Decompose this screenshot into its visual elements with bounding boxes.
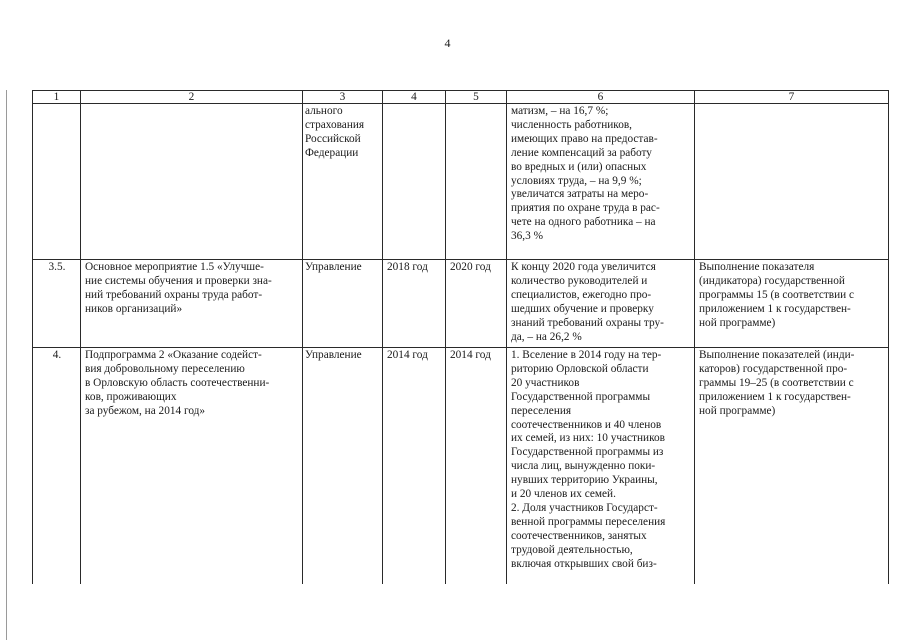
cell-line: ной программе) (699, 404, 776, 417)
cell-line: 36,3 % (511, 230, 544, 243)
cell-line: граммы 19–25 (в соответствии с (699, 376, 854, 389)
expected-result (507, 348, 695, 584)
cell-line: количество руководителей и (511, 274, 648, 287)
cell-line: Выполнение показателя (699, 261, 815, 273)
cell-line: Государственной программы из (511, 446, 664, 459)
row-number: 3.5. (33, 260, 81, 348)
cell-line: условиях труда, – на 9,9 %; (511, 174, 642, 187)
cell-line: Основное мероприятие 1.5 «Улучше- (85, 261, 264, 273)
cell-line: риторию Орловской области (511, 362, 649, 375)
row-number: 4. (33, 348, 81, 584)
cell-line: матизм, – на 16,7 %; (511, 105, 609, 117)
cell-line: да, – на 26,2 % (511, 330, 582, 343)
header-cell: 6 (507, 91, 695, 104)
header-cell: 7 (695, 91, 889, 104)
cell-line: 20 участников (511, 376, 580, 389)
event-name (81, 104, 303, 260)
indicator-link (695, 104, 889, 260)
indicator-link (695, 260, 889, 348)
cell-line: Российской (305, 132, 361, 145)
cell-line: соотечественников и 40 членов (511, 418, 662, 431)
cell-line: венной программы переселения (511, 515, 666, 528)
cell-line: Управление (305, 349, 362, 361)
cell-line: вия добровольному переселению (85, 362, 245, 375)
table-row (33, 348, 889, 584)
cell-line: включая открывших свой биз- (511, 557, 657, 570)
end-year: 2014 год (446, 348, 507, 584)
header-cell: 2 (81, 91, 303, 104)
cell-line: шедших обучение и проверку (511, 302, 654, 315)
cell-line: страхования (305, 118, 365, 131)
start-year: 2018 год (383, 260, 446, 348)
cell-line: каторов) государственной про- (699, 362, 848, 375)
cell-line: переселения (511, 404, 572, 417)
cell-line: ление компенсаций за работу (511, 146, 652, 159)
start-year: 2014 год (383, 348, 446, 584)
program-table (32, 90, 889, 584)
cell-line: ков, проживающих (85, 390, 177, 403)
header-cell: 4 (383, 91, 446, 104)
cell-line: Подпрограмма 2 «Оказание содейст- (85, 349, 262, 361)
cell-line: имеющих право на предостав- (511, 132, 658, 145)
table-row (33, 260, 889, 348)
header-cell: 1 (33, 91, 81, 104)
executor (303, 348, 383, 584)
cell-line: ной программе) (699, 316, 776, 329)
cell-line: приложением 1 к государствен- (699, 302, 851, 315)
cell-line: соотечественников, занятых (511, 529, 647, 542)
event-name (81, 348, 303, 584)
expected-result (507, 260, 695, 348)
cell-line: приложением 1 к государствен- (699, 390, 851, 403)
expected-result (507, 104, 695, 260)
executor (303, 104, 383, 260)
cell-line: ального (305, 105, 343, 117)
cell-line: в Орловскую область соотечественни- (85, 376, 270, 389)
cell-line: численность работников, (511, 118, 633, 131)
executor (303, 260, 383, 348)
event-name (81, 260, 303, 348)
end-year: 2020 год (446, 260, 507, 348)
cell-line: увеличатся затраты на меро- (511, 188, 649, 201)
header-cell: 3 (303, 91, 383, 104)
cell-line: трудовой деятельностью, (511, 543, 633, 556)
indicator-link (695, 348, 889, 584)
end-year (446, 104, 507, 260)
cell-line: ников организаций» (85, 302, 183, 315)
cell-line: специалистов, ежегодно про- (511, 288, 652, 301)
cell-line: К концу 2020 года увеличится (511, 261, 656, 273)
cell-line: Управление (305, 261, 362, 273)
cell-line: за рубежом, на 2014 год» (85, 404, 206, 417)
page-edge-line (6, 90, 7, 640)
cell-line: их семей, из них: 10 участников (511, 432, 665, 445)
table-row (33, 104, 889, 260)
cell-line: во вредных и (или) опасных (511, 160, 647, 173)
cell-line: чете на одного работника – на (511, 216, 656, 229)
header-cell: 5 (446, 91, 507, 104)
cell-line: программы 15 (в соответствии с (699, 288, 855, 301)
cell-line: (индикатора) государственной (699, 274, 845, 287)
cell-line: знаний требований охраны тру- (511, 316, 664, 329)
cell-line: приятия по охране труда в рас- (511, 202, 660, 215)
row-number (33, 104, 81, 260)
page-number: 4 (444, 36, 451, 50)
cell-line: Государственной программы (511, 390, 651, 403)
cell-line: и 20 членов их семей. (511, 488, 616, 501)
column-number-header (33, 91, 889, 104)
cell-line: ние системы обучения и проверки зна- (85, 274, 272, 287)
cell-line: нувших территорию Украины, (511, 474, 658, 487)
cell-line: Выполнение показателей (инди- (699, 349, 855, 361)
cell-line: 2. Доля участников Государст- (511, 501, 658, 514)
start-year (383, 104, 446, 260)
cell-line: Федерации (305, 146, 359, 159)
cell-line: 1. Вселение в 2014 году на тер- (511, 349, 662, 361)
cell-line: числа лиц, вынужденно поки- (511, 460, 656, 473)
cell-line: ний требований охраны труда работ- (85, 288, 263, 301)
